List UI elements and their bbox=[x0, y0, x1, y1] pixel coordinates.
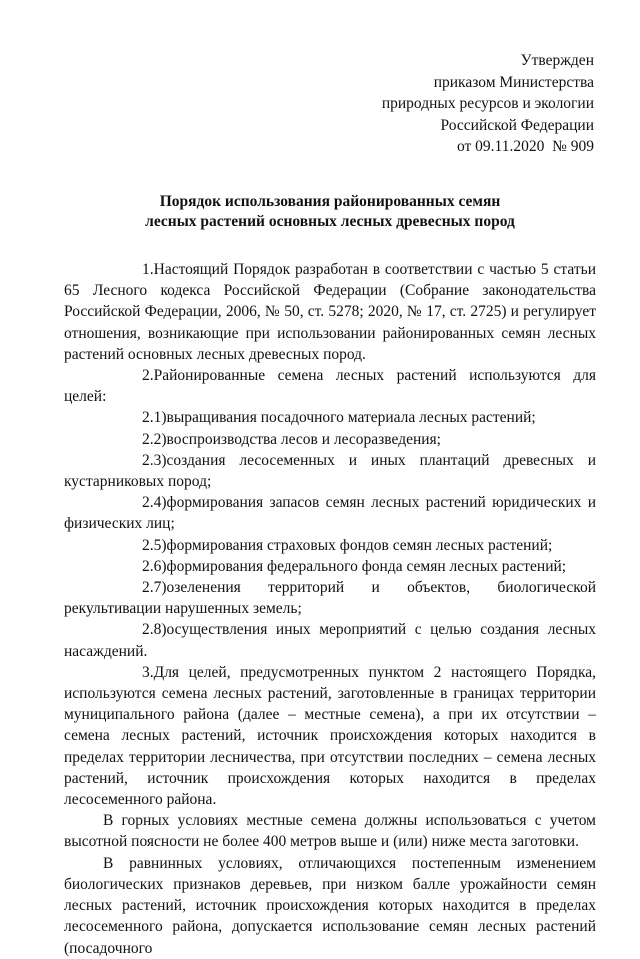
document-body bbox=[64, 259, 596, 959]
approval-date-number: от 09.11.2020 № 909 bbox=[456, 138, 594, 155]
approval-line: Утвержден bbox=[520, 52, 594, 69]
approval-line: приказом Министерства bbox=[433, 73, 594, 91]
list-item-text: формирования запасов семян лесных растений юридических и физических лиц; bbox=[64, 494, 596, 533]
list-item bbox=[64, 492, 596, 534]
paragraph-text: Районированные семена лесных растений используются для целей: bbox=[64, 367, 596, 406]
approval-line: Российской Федерации bbox=[440, 116, 594, 134]
list-item bbox=[64, 429, 596, 450]
paragraph-2 bbox=[64, 365, 596, 407]
paragraph-mountain: В горных условиях местные семена должны использоваться с учетом высотной поясности не более 400 метров выше и (или) ниже места заготовки. bbox=[64, 812, 596, 851]
paragraph-text: Для целей, предусмотренных пунктом 2 настоящего Порядка, используются семена лесных растений, заготовленные в границах территории муниципального района (далее – местные семена), а при их отсутствии – семена лесных растений, источник происхождения которых находится в пределах территории лесничества, при отсутствии последних – семена лесных растений, источник происхождения которых находится в пределах лесосеменного района. bbox=[64, 663, 596, 809]
approval-block bbox=[382, 50, 594, 158]
approval-line: природных ресурсов и экологии bbox=[381, 95, 594, 112]
list-item-number: 2.2) bbox=[142, 430, 167, 448]
list-item-text: озеленения территорий и объектов, биологической рекультивации нарушенных земель; bbox=[64, 579, 596, 618]
list-item bbox=[64, 556, 596, 577]
document-title bbox=[60, 192, 600, 232]
list-item-text: осуществления иных мероприятий с целью создания лесных насаждений. bbox=[64, 621, 596, 660]
list-item bbox=[64, 407, 596, 428]
list-item-number: 2.6) bbox=[142, 557, 167, 575]
title-line: лесных растений основных лесных древесных пород bbox=[145, 213, 515, 230]
list-item bbox=[64, 535, 596, 556]
paragraph-1 bbox=[64, 259, 596, 365]
list-item-text: формирования страховых фондов семян лесных растений; bbox=[166, 536, 553, 554]
list-item-text: создания лесосеменных и иных плантаций древесных и кустарниковых пород; bbox=[64, 451, 596, 491]
list-item-text: выращивания посадочного материала лесных растений; bbox=[166, 409, 536, 427]
paragraph-number: 2. bbox=[142, 367, 154, 385]
list-item-text: формирования федерального фонда семян лесных растений; bbox=[166, 557, 567, 575]
paragraph-number: 3. bbox=[142, 663, 154, 681]
paragraph-number: 1. bbox=[142, 261, 154, 278]
paragraph-3 bbox=[64, 662, 596, 810]
list-item-number: 2.5) bbox=[142, 536, 167, 554]
list-item-number: 2.4) bbox=[142, 494, 167, 512]
paragraph-text: Настоящий Порядок разработан в соответствии с частью 5 статьи 65 Лесного кодекса Российской Федерации (Собрание законодательства Российской Федерации, 2006, № 50, ст. 5278; 2020, № 17, ст. 2725) и регулирует отношения, возникающие при использовании районированных семян лесных растений основных лесных древесных пород. bbox=[64, 261, 596, 363]
title-line: Порядок использования районированных семян bbox=[159, 193, 501, 210]
list-item-text: воспроизводства лесов и лесоразведения; bbox=[166, 430, 441, 448]
list-item-number: 2.7) bbox=[142, 579, 167, 597]
list-item-number: 2.1) bbox=[142, 409, 167, 427]
list-item-number: 2.8) bbox=[142, 621, 167, 639]
list-item bbox=[64, 450, 596, 492]
paragraph-plain: В равнинных условиях, отличающихся постепенным изменением биологических признаков деревьев, при низком балле урожайности семян лесных растений, источник происхождения которых находится в пределах лесосеменного района, допускается использование семян лесных растений (посадочного bbox=[64, 854, 596, 957]
list-item bbox=[64, 577, 596, 619]
list-item-number: 2.3) bbox=[142, 451, 167, 469]
list-item bbox=[64, 619, 596, 661]
